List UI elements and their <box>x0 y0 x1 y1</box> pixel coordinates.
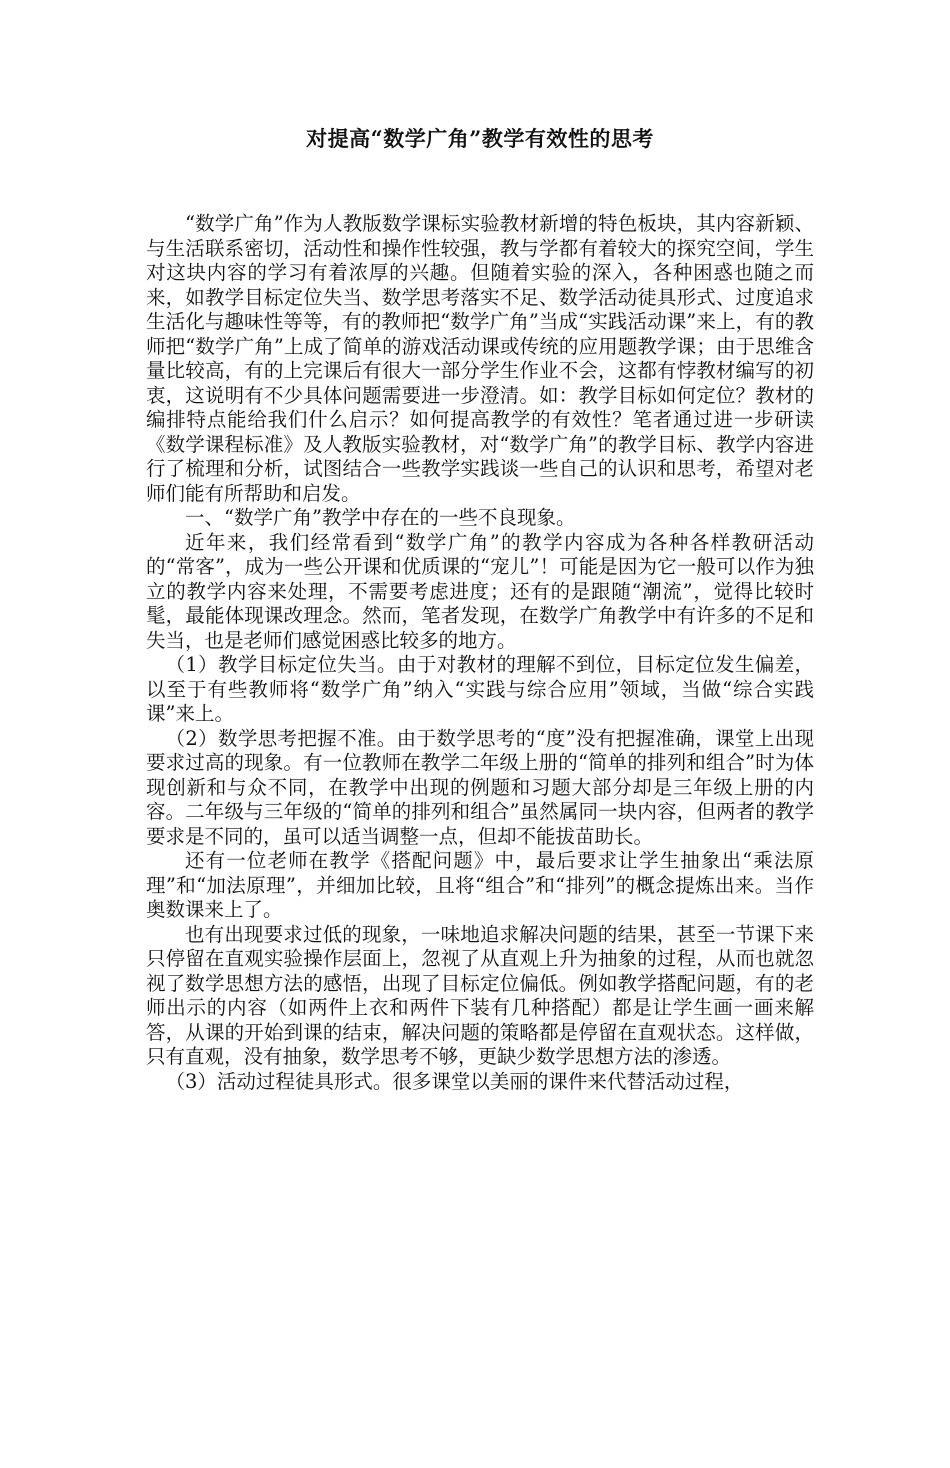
paragraph-low-requirement: 也有出现要求过低的现象，一味地追求解决问题的结果，甚至一节课下来只停留在直观实验操作层面上，忽视了从直观上升为抽象的过程，从而也就忽视了数学思想方法的感悟，出现了目标定位偏低。例如教学搭配问题，有的老师出示的内容（如两件上衣和两件下装有几种搭配）都是让学生画一画来解答，从课的开始到课的结束，解决问题的策略都是停留在直观状态。这样做，只有直观，没有抽象，数学思考不够，更缺少数学思想方法的渗透。 <box>146 922 814 1068</box>
paragraph-intro: “数学广角”作为人教版数学课标实验教材新增的特色板块，其内容新颖、与生活联系密切，活动性和操作性较强，教与学都有着较大的探究空间，学生对这块内容的学习有着浓厚的兴趣。但随着实验的深入，各种困惑也随之而来，如教学目标定位失当、数学思考落实不足、数学活动徒具形式、过度追求生活化与趣味性等等，有的教师把“数学广角”当成“实践活动课”来上，有的教师把“数学广角”上成了简单的游戏活动课或传统的应用题教学课；由于思维含量比较高，有的上完课后有很大一部分学生作业不会，这都有悖教材编写的初衷，这说明有不少具体问题需要进一步澄清。如：教学目标如何定位？教材的编排特点能给我们什么启示？如何提高教学的有效性？笔者通过进一步研读《数学课程标准》及人教版实验教材，对“数学广角”的教学目标、教学内容进行了梳理和分析，试图结合一些教学实践谈一些自己的认识和思考，希望对老师们能有所帮助和启发。 <box>146 212 814 505</box>
document-page <box>0 124 950 1468</box>
paragraph-example-2: 还有一位老师在教学《搭配问题》中，最后要求让学生抽象出“乘法原理”和“加法原理”，并细加比较，且将“组合”和“排列”的概念提炼出来。当作奥数课来上了。 <box>146 849 814 921</box>
paragraph-point-2: （2）数学思考把握不准。由于数学思考的“度”没有把握准确，课堂上出现要求过高的现象。有一位教师在教学二年级上册的“简单的排列和组合”时为体现创新和与众不同，在教学中出现的例题和习题大部分却是三年级上册的内容。二年级与三年级的“简单的排列和组合”虽然属同一块内容，但两者的教学要求是不同的，虽可以适当调整一点，但却不能拔苗助长。 <box>146 726 814 848</box>
paragraph-phenomena: 近年来，我们经常看到“数学广角”的教学内容成为各种各样教研活动的“常客”，成为一些公开课和优质课的“宠儿”！可能是因为它一般可以作为独立的教学内容来处理，不需要考虑进度；还有的是跟随“潮流”，觉得比较时髦，最能体现课改理念。然而，笔者发现，在数学广角教学中有许多的不足和失当，也是老师们感觉困惑比较多的地方。 <box>146 530 814 652</box>
document-body <box>146 212 814 1094</box>
section-heading-1: 一、“数学广角”教学中存在的一些不良现象。 <box>185 506 576 529</box>
document-title: 对提高“数学广角”教学有效性的思考 <box>306 126 654 151</box>
paragraph-point-1: （1）教学目标定位失当。由于对教材的理解不到位，目标定位发生偏差，以至于有些教师将“数学广角”纳入“实践与综合应用”领域，当做“综合实践课”来上。 <box>146 653 814 725</box>
paragraph-point-3: （3）活动过程徒具形式。很多课堂以美丽的课件来代替活动过程， <box>165 1069 744 1093</box>
